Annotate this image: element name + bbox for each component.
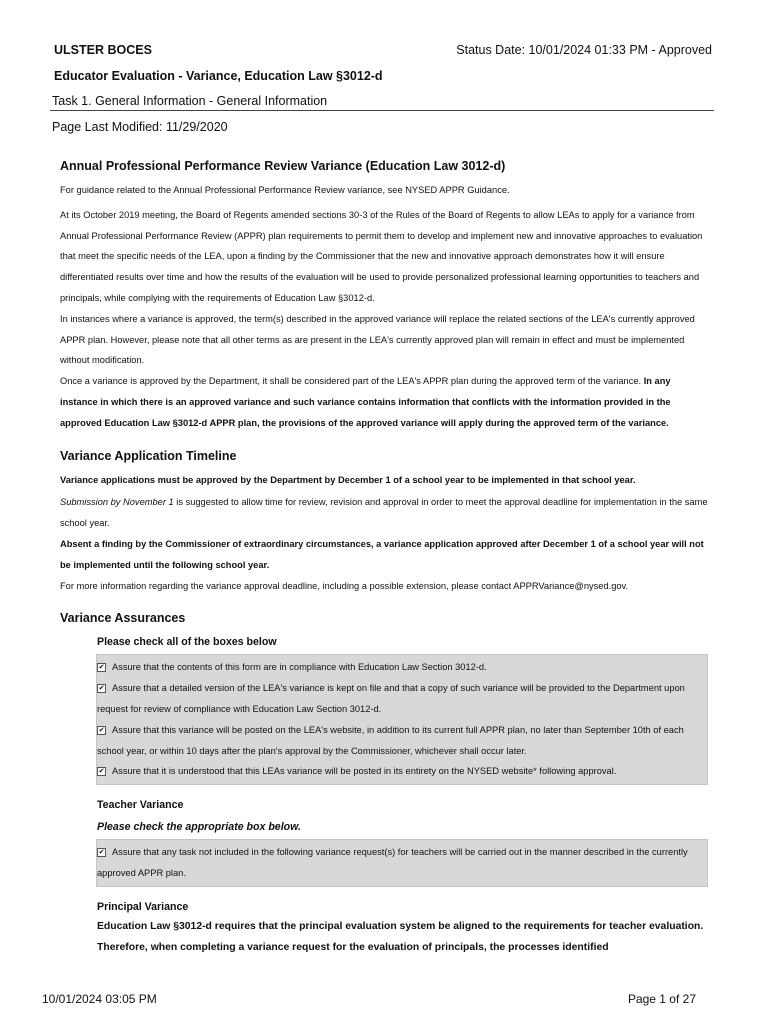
- assurance-item: [97, 657, 701, 678]
- assurance-label: Assure that the contents of this form are in compliance with Education Law Section 3012-d.: [112, 662, 487, 673]
- assurance-label: Assure that a detailed version of the LEA's variance is kept on file and that a copy of such variance will be provided to the Department upon request for review of compliance with Education Law Section 3012-d.: [97, 683, 685, 714]
- organization-name: ULSTER BOCES: [54, 43, 152, 57]
- checkbox-checked[interactable]: ✔: [98, 849, 105, 857]
- plain-text: is suggested to allow time for review, revision and approval in order to meet the approval deadline for implementation in the same school year.: [60, 497, 708, 529]
- extraordinary-paragraph: Absent a finding by the Commissioner of extraordinary circumstances, a variance application approved after December 1 of a school year will not be implemented until the following school year.: [60, 538, 704, 570]
- checkbox-checked[interactable]: ✔: [98, 768, 105, 776]
- teacher-checkbox-group: [96, 839, 708, 887]
- teacher-assurance-item: [97, 842, 701, 884]
- principal-variance-text: Education Law §3012-d requires that the principal evaluation system be aligned to the requirements for teacher evaluation. Therefore, when completing a variance request for the evaluation of principals, the processes identified: [97, 920, 704, 953]
- assurance-item: [97, 678, 701, 720]
- assurance-label: Assure that this variance will be posted on the LEA's website, in addition to its current full APPR plan, no later than September 10th of each school year, or within 10 days after the plan's approval by the Commissioner, whichever shall occur later.: [97, 724, 684, 756]
- checkbox-checked[interactable]: ✔: [98, 664, 105, 672]
- teacher-variance-instruction: Please check the appropriate box below.: [97, 821, 301, 834]
- principal-variance-title: Principal Variance: [97, 900, 189, 913]
- footer-datetime: 10/01/2024 03:05 PM: [42, 992, 157, 1006]
- assurance-label: Assure that any task not included in the following variance request(s) for teachers will be carried out in the manner described in the currently approved APPR plan.: [97, 847, 688, 878]
- assurance-item: [97, 761, 701, 782]
- page-number: Page 1 of 27: [627, 992, 696, 1006]
- main-content: [60, 158, 710, 958]
- approved-variance-paragraph: In instances where a variance is approved, the term(s) described in the approved variance will replace the related sections of the LEA's currently approved APPR plan. However, please note that all other terms as are present in the LEA's currently approved plan will remain in effect and must be implemented without modification.: [60, 313, 695, 366]
- contact-paragraph: For more information regarding the variance approval deadline, including a possible extension, please contact APPRVariance@nysed.gov.: [60, 580, 629, 591]
- regents-paragraph: At its October 2019 meeting, the Board of Regents amended sections 30-3 of the Rules of the Board of Regents to allow LEAs to apply for a variance from Annual Professional Performance Review (APPR) plan requirements to permit them to develop and implement new and innovative approaches to evaluation that meet the specific needs of the LEA, upon a finding by the Commissioner that the new and innovative approach demonstrates how it will ensure differentiated results over time and how the results of the evaluation will be used to provide personalized professional learning opportunities to teachers and principals, while complying with the requirements of Education Law §3012-d.: [60, 209, 703, 303]
- checkbox-checked[interactable]: ✔: [98, 685, 105, 693]
- plain-text: Once a variance is approved by the Department, it shall be considered part of the LEA's APPR plan during the approved term of the variance.: [60, 376, 642, 387]
- section-title-timeline: Variance Application Timeline: [60, 448, 237, 463]
- guidance-paragraph: For guidance related to the Annual Professional Performance Review variance, see NYSED APPR Guidance.: [60, 185, 510, 195]
- submission-paragraph: [60, 492, 710, 534]
- task-title: Task 1. General Information - General Information: [52, 94, 328, 108]
- page-last-modified: Page Last Modified: 11/29/2020: [52, 120, 228, 134]
- deadline-paragraph: Variance applications must be approved by the Department by December 1 of a school year to be implemented in that school year.: [60, 474, 636, 485]
- assurance-item: [97, 720, 701, 762]
- divider: [50, 110, 714, 111]
- section-title-appr-variance: Annual Professional Performance Review Variance (Education Law 3012-d): [60, 159, 506, 173]
- variance-part-of-plan-paragraph: [60, 371, 710, 433]
- checkbox-checked[interactable]: ✔: [98, 726, 105, 734]
- bold-text: In any instance in which there is an approved variance and such variance contains information that conflicts with the information provided in the approved Education Law §3012-d APPR plan, the provisions of the approved variance will apply during the approved term of the variance.: [60, 376, 671, 428]
- document-title: Educator Evaluation - Variance, Education Law §3012-d: [54, 69, 383, 83]
- assurances-checkbox-group: [96, 654, 708, 785]
- assurance-label: Assure that it is understood that this LEAs variance will be posted in its entirety on the NYSED website* following approval.: [112, 766, 617, 777]
- section-title-assurances: Variance Assurances: [60, 611, 186, 626]
- assurances-block: [97, 632, 710, 958]
- teacher-variance-title: Teacher Variance: [97, 799, 184, 812]
- status-date: Status Date: 10/01/2024 01:33 PM - Approved: [456, 43, 712, 57]
- italic-text: Submission by November 1: [60, 497, 174, 508]
- assurances-instruction: Please check all of the boxes below: [97, 636, 277, 649]
